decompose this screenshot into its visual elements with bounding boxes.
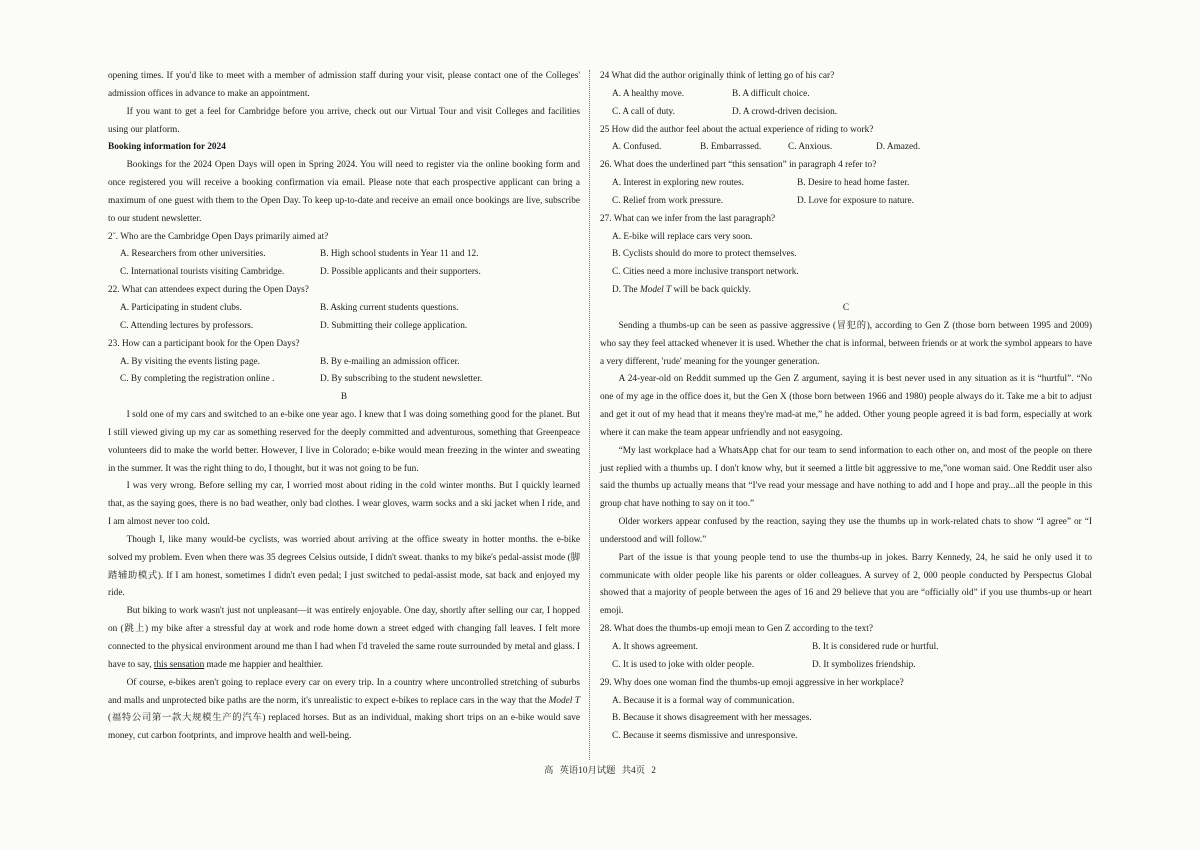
option-d: D. Amazed. (876, 142, 921, 153)
paragraph-text: Of course, e-bikes aren't going to replace every car on every trip. In a country where uncontrolled stretching of suburbs and malls and unprotected bike paths are the norm, it's unrealistic to expect e-bikes to replace cars in the way that the (108, 677, 580, 706)
option-text: D. The (612, 285, 640, 296)
passage-b-paragraph-3: Though I, like many would-be cyclists, was worried about arriving at the office sweaty in hotter months. the e-bike solved my problem. Even when there was 35 degrees Celsius outside, I didn't sweat. thanks to my bike's pedal-assist mode (脚踏辅助模式). If I am honest, sometimes I didn't even pedal; I just switched to pedal-assist mode, sat back and enjoyed my ride. (108, 534, 580, 599)
question-26-options (600, 175, 1092, 193)
passage-b-paragraph-1: I sold one of my cars and switched to an e-bike one year ago. I knew that I was doing something good for the planet. But I still viewed giving up my car as something reserved for the deeply committed and adventurous, something that Greenpeace volunteers did to make the world better. However, I live in Colorado; e-bike would mean freezing in the winter and sweating in the summer. It was the right thing to do, I thought, but it was not going to be fun. (108, 410, 580, 474)
column-divider (589, 70, 590, 760)
question-23-options (108, 354, 580, 372)
left-column (108, 68, 580, 746)
option-a: A. Because it is a formal way of communication. (612, 695, 795, 706)
question-21-options (108, 246, 580, 264)
question-28-options (600, 639, 1092, 657)
question-24: 24 What did the author originally think of letting go of his car? (600, 71, 835, 81)
question-22: 22. What can attendees expect during the Open Days? (108, 285, 309, 296)
question-25-options (600, 139, 1092, 157)
paragraph-text: But biking to work wasn't just not unpleasant—it was entirely enjoyable. One day, shortly after selling our car, I hopped on (跳上) my bike after a stressful day at work and rode home down a street edged with changing fall leaves. I felt more connected to the physical environment around me than I had when I'd traveled the same route surrounded by metal and glass. I have to say, (108, 606, 580, 670)
option-b: B. Asking current students questions. (320, 302, 459, 313)
option-c: C. It is used to joke with older people. (612, 659, 755, 670)
question-23: 23. How can a participant book for the Open Days? (108, 338, 300, 349)
passage-b-paragraph-5 (108, 675, 580, 746)
passage-c-paragraph-1: Sending a thumbs-up can be seen as passive aggressive (冒犯的), according to Gen Z (those born between 1995 and 2009) who say they feel attacked whenever it is used. Whether the chat is informal, between friends or at work the symbol appears to have a very different, 'rude' meaning for the younger generation. (600, 320, 1092, 367)
option-a: A. A healthy move. (612, 88, 685, 99)
option-text-end: will be back quickly. (671, 285, 751, 296)
question-21-options-2 (108, 264, 580, 282)
option-b: B. Desire to head home faster. (797, 178, 910, 189)
option-c: C. A call of duty. (612, 106, 675, 117)
question-24-options-2 (600, 104, 1092, 122)
option-d: D. Submitting their college application. (320, 320, 468, 331)
option-c: C. Relief from work pressure. (612, 195, 724, 206)
option-b: B. High school students in Year 11 and 12. (320, 249, 479, 260)
question-22-options-2 (108, 318, 580, 336)
booking-heading: Booking information for 2024 (108, 142, 226, 153)
option-c: C. Cities need a more inclusive transport network. (612, 267, 799, 278)
option-b: B. It is considered rude or hurtful. (812, 642, 939, 652)
passage-b-paragraph-2: I was very wrong. Before selling my car, I worried most about riding in the cold winter months. But I quickly learned that, as the saying goes, there is no bad weather, only bad clothes. I wear gloves, warm socks and a ski jacket when I ride, and I am almost never too cold. (108, 481, 580, 528)
option-d: D. Possible applicants and their supporters. (320, 267, 481, 278)
option-c: C. Because it seems dismissive and unresponsive. (612, 731, 798, 742)
intro-paragraph: opening times. If you'd like to meet with a member of admission staff during your visit, please contact one of the Colleges' admission offices in advance to make an appointment. (108, 71, 580, 99)
option-c: C. Anxious. (788, 142, 833, 153)
section-b-title: B (340, 392, 348, 403)
passage-c-paragraph-5: Part of the issue is that young people tend to use the thumbs-up in jokes. Barry Kennedy, 24, he said he only used it to communicate with older people like his parents or older colleagues. A survey of 2, 000 people conducted by Perspectus Global showed that a majority of people between the ages of 16 and 29 believe that you are “officially old” if you use thumbs-up or heart emoji. (600, 552, 1092, 617)
option-c: C. By completing the registration online . (120, 374, 275, 385)
option-a: A. Participating in student clubs. (120, 302, 242, 313)
question-29: 29. Why does one woman find the thumbs-up emoji aggressive in her workplace? (600, 677, 904, 688)
option-d: D. By subscribing to the student newsletter. (320, 374, 483, 385)
option-a: A. By visiting the events listing page. (120, 356, 260, 367)
italic-term: Model T (548, 695, 580, 706)
passage-b-paragraph-4 (108, 603, 580, 674)
question-28: 28. What does the thumbs-up emoji mean to Gen Z according to the text? (600, 624, 873, 635)
question-22-options (108, 300, 580, 318)
virtual-tour-paragraph: If you want to get a feel for Cambridge before you arrive, check out our Virtual Tour and visit Colleges and facilities using our platform. (108, 106, 580, 135)
section-c-title: C (842, 302, 850, 313)
passage-c-paragraph-3: “My last workplace had a WhatsApp chat for our team to send information to each other on, and most of the people on there just replied with a thumbs up. I don't know why, but it seemed a little bit aggressive to me,”one woman said. One Reddit user also said the thumbs up actually means that “I've read your message and have nothing to add and I hope and pray...all the people in this group chat have nothing to say on it too.” (600, 445, 1092, 510)
option-b: B. Embarrassed. (700, 142, 762, 153)
option-d: D. It symbolizes friendship. (812, 659, 916, 670)
booking-paragraph: Bookings for the 2024 Open Days will open in Spring 2024. You will need to register via the online booking form and once registered you will receive a booking confirmation via email. Please note that each prospective applicant can bring a maximum of one guest with them to the Open Day. To keep up-to-date and receive an email once bookings are live, subscribe to our student newsletter. (108, 160, 580, 224)
question-21: 2˘. Who are the Cambridge Open Days primarily aimed at? (108, 231, 329, 242)
option-c: C. International tourists visiting Cambridge. (120, 267, 285, 278)
question-26-options-2 (600, 193, 1092, 211)
question-27: 27. What can we infer from the last paragraph? (600, 213, 776, 224)
option-d: D. Love for exposure to nature. (797, 195, 914, 206)
italic-term: Model T (639, 285, 672, 296)
option-b: B. Cyclists should do more to protect themselves. (612, 249, 797, 260)
paragraph-text-end: (福特公司第一款大规模生产的汽车) replaced horses. But as an individual, making short trips on an e-bike would save money, cut carbon footprints, and improve health and well-being. (108, 713, 580, 742)
passage-c-paragraph-4: Older workers appear confused by the reaction, saying they use the thumbs up in work-related chats to show “I agree” or “I understood and will follow.” (600, 517, 1092, 545)
option-d: D. A crowd-driven decision. (732, 106, 838, 117)
question-25: 25 How did the author feel about the actual experience of riding to work? (600, 124, 874, 135)
right-column (600, 68, 1092, 746)
page-footer: 高 英语10月试题 共4页 2 (544, 766, 656, 776)
underlined-phrase: this sensation (153, 659, 205, 670)
question-24-options (600, 86, 1092, 104)
option-d (600, 282, 1092, 300)
paragraph-text-end: made me happier and healthier. (204, 659, 323, 670)
passage-c-paragraph-2: A 24-year-old on Reddit summed up the Gen Z argument, saying it is best never used in any situation as it is “hurtful”. “No one of my age in the office does it, but the Gen X (those born between 1966 and 1980) people always do it. Take me a bit to adjust and get it out of my head that it means they're mad-at me,” he added. Other young people agreed it is bad form, especially at work where it can make the team appear unfriendly and not easygoing. (600, 374, 1092, 438)
option-b: B. By e-mailing an admission officer. (320, 356, 460, 367)
question-28-options-2 (600, 657, 1092, 675)
option-a: A. Researchers from other universities. (120, 249, 266, 260)
option-b: B. A difficult choice. (732, 88, 810, 99)
question-26: 26. What does the underlined part “this sensation” in paragraph 4 refer to? (600, 160, 877, 171)
option-a: A. E-bike will replace cars very soon. (612, 231, 753, 242)
option-b: B. Because it shows disagreement with her messages. (612, 713, 812, 724)
option-a: A. Confused. (612, 142, 662, 153)
option-c: C. Attending lectures by professors. (120, 320, 254, 331)
option-a: A. Interest in exploring new routes. (612, 178, 744, 189)
option-a: A. It shows agreement. (612, 642, 698, 652)
question-23-options-2 (108, 371, 580, 389)
